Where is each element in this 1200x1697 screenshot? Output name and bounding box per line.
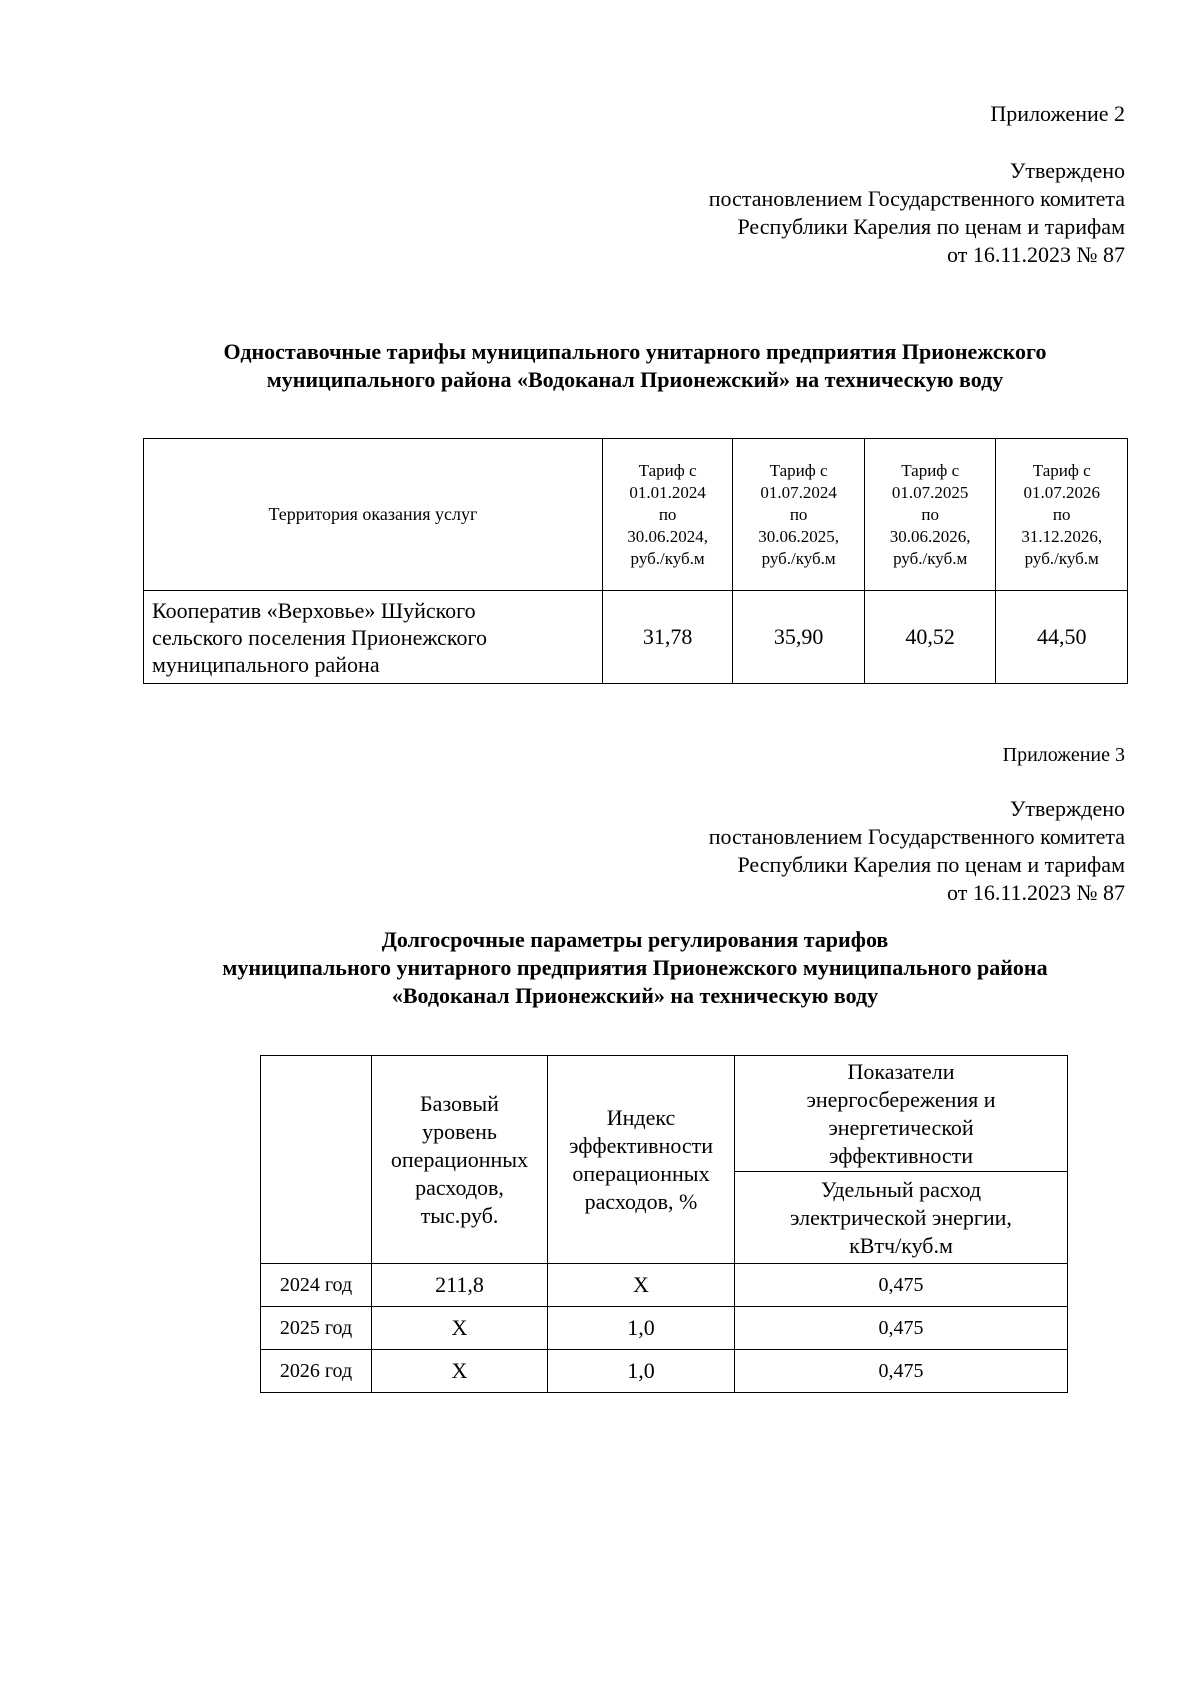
parameters-table	[260, 1055, 1068, 1393]
table-header-row	[261, 1056, 1068, 1172]
appendix-3-approval	[709, 795, 1125, 907]
territory-header: Территория оказания услуг	[144, 439, 603, 591]
tariff-table	[143, 438, 1128, 684]
tariff-header: Тариф с 01.01.2024 по 30.06.2024, руб./куб.м	[602, 439, 733, 591]
tariff-value: 35,90	[733, 591, 865, 684]
year-cell: 2024 год	[261, 1264, 372, 1307]
tariff-value: 31,78	[602, 591, 733, 684]
approval-line: постановлением Государственного комитета	[708, 824, 1125, 849]
approval-line: Утверждено	[1009, 158, 1125, 183]
year-cell: 2026 год	[261, 1350, 372, 1393]
year-cell: 2025 год	[261, 1307, 372, 1350]
index-cell: 1,0	[548, 1350, 735, 1393]
appendix-2-approval	[709, 157, 1125, 269]
base-cell: Х	[372, 1307, 548, 1350]
appendix-2-label: Приложение 2	[990, 101, 1125, 126]
index-cell: 1,0	[548, 1307, 735, 1350]
specific-cell: 0,475	[735, 1307, 1068, 1350]
tariff-value: 40,52	[864, 591, 996, 684]
title-line: Одноставочные тарифы муниципального унитарного предприятия Прионежского	[223, 339, 1047, 364]
specific-cell: 0,475	[735, 1350, 1068, 1393]
specific-cell: 0,475	[735, 1264, 1068, 1307]
tariff-value: 44,50	[996, 591, 1128, 684]
tariff-header: Тариф с 01.07.2025 по 30.06.2026, руб./куб.м	[864, 439, 996, 591]
table-row	[144, 591, 1128, 684]
year-header-cell	[261, 1056, 372, 1264]
appendix-3-label: Приложение 3	[1002, 744, 1125, 766]
tariff-header: Тариф с 01.07.2024 по 30.06.2025, руб./куб.м	[733, 439, 865, 591]
base-cell: Х	[372, 1350, 548, 1393]
base-cell: 211,8	[372, 1264, 548, 1307]
appendix-2-title	[0, 338, 1200, 394]
approval-line: Республики Карелия по ценам и тарифам	[737, 214, 1125, 239]
approval-line: от 16.11.2023 № 87	[947, 242, 1125, 267]
base-level-header: Базовый уровень операционных расходов, тыс.руб.	[372, 1056, 548, 1264]
territory-cell: Кооператив «Верховье» Шуйского сельского поселения Прионежского муниципального района	[144, 591, 603, 684]
specific-consumption-header: Удельный расход электрической энергии, кВтч/куб.м	[735, 1172, 1068, 1264]
approval-line: от 16.11.2023 № 87	[947, 880, 1125, 905]
title-line: «Водоканал Прионежский» на техническую воду	[391, 983, 879, 1008]
table-header-row	[144, 439, 1128, 591]
index-cell: Х	[548, 1264, 735, 1307]
table-row	[261, 1264, 1068, 1307]
approval-line: Республики Карелия по ценам и тарифам	[737, 852, 1125, 877]
table-row	[261, 1350, 1068, 1393]
appendix-3-title	[0, 926, 1200, 1010]
tariff-header: Тариф с 01.07.2026 по 31.12.2026, руб./куб.м	[996, 439, 1128, 591]
title-line: муниципального района «Водоканал Прионежский» на техническую воду	[266, 367, 1004, 392]
title-line: Долгосрочные параметры регулирования тарифов	[381, 927, 889, 952]
table-row	[261, 1307, 1068, 1350]
efficiency-index-header: Индекс эффективности операционных расходов, %	[548, 1056, 735, 1264]
approval-line: Утверждено	[1009, 796, 1125, 821]
energy-indicators-header: Показатели энергосбережения и энергетической эффективности	[735, 1056, 1068, 1172]
title-line: муниципального унитарного предприятия Прионежского муниципального района	[222, 955, 1048, 980]
approval-line: постановлением Государственного комитета	[708, 186, 1125, 211]
